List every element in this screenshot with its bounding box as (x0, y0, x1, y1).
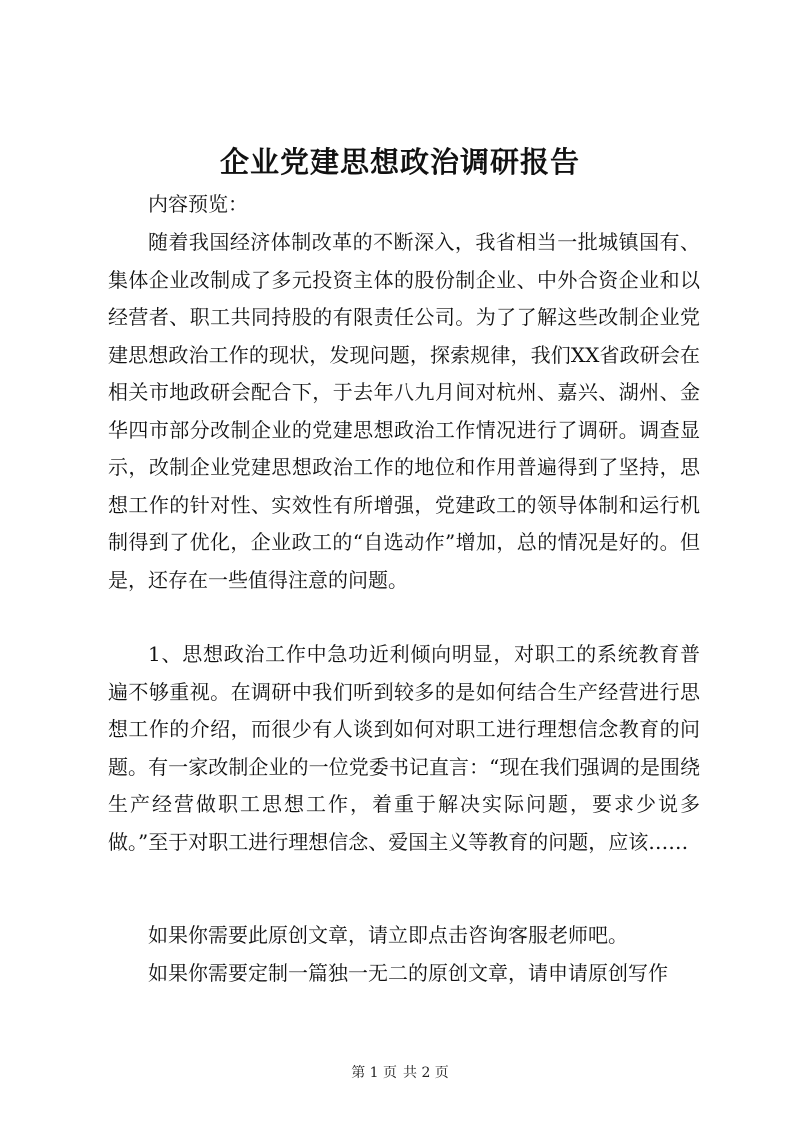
body-paragraph: 随着我国经济体制改革的不断深入，我省相当一批城镇国有、集体企业改制成了多元投资主体的股份制企业、中外合资企业和以经营者、职工共同持股的有限责任公司。为了了解这些改制企业党建思想政治工作的现状，发现问题，探索规律，我们XX省政研会在相关市地政研会配合下，于去年八九月间对杭州、嘉兴、湖州、金华四市部分改制企业的党建思想政治工作情况进行了调研。调查显示，改制企业党建思想政治工作的地位和作用普遍得到了坚持，思想工作的针对性、实效性有所增强，党建政工的领导体制和运行机制得到了优化，企业政工的“自选动作”增加，总的情况是好的。但是，还存在一些值得注意的问题。 (108, 230, 700, 592)
custom-writing-notice-link[interactable]: 如果你需要定制一篇独一无二的原创文章，请申请原创写作 (148, 961, 668, 985)
document-title: 企业党建思想政治调研报告 (219, 145, 580, 179)
page-footer (0, 1063, 800, 1083)
page-number: 第 1 页 (351, 1065, 397, 1081)
contact-notice-link[interactable]: 如果你需要此原创文章，请立即点击咨询客服老师吧。 (148, 923, 628, 947)
page-total: 共 2 页 (403, 1065, 449, 1081)
body-paragraph: 1、思想政治工作中急功近利倾向明显，对职工的系统教育普遍不够重视。在调研中我们听到较多的是如何结合生产经营进行思想工作的介绍，而很少有人谈到如何对职工进行理想信念教育的问题。有一家改制企业的一位党委书记直言：“现在我们强调的是围绕生产经营做职工思想工作，着重于解决实际问题，要求少说多做。”至于对职工进行理想信念、爱国主义等教育的问题，应该…… (108, 642, 700, 854)
preview-label: 内容预览： (148, 192, 248, 216)
